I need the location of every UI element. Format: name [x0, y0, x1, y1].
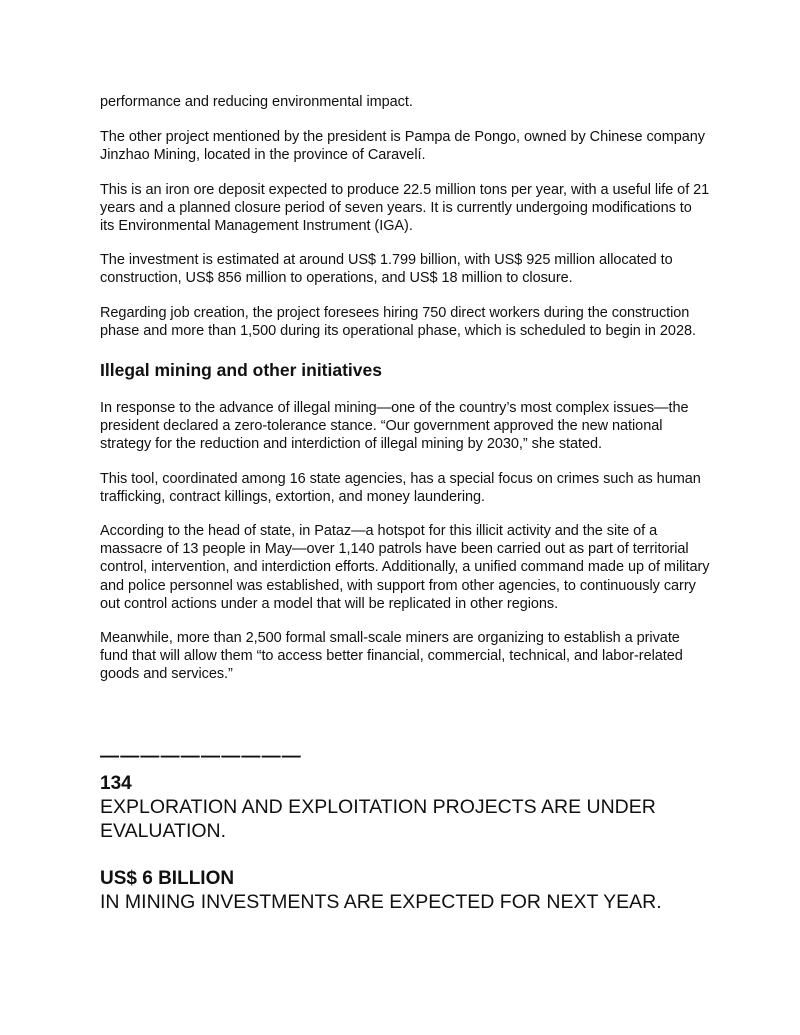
- stat-description: IN MINING INVESTMENTS ARE EXPECTED FOR NEXT YEAR.: [100, 891, 662, 913]
- stat-figure: 134: [100, 773, 132, 794]
- paragraph: Meanwhile, more than 2,500 formal small-scale miners are organizing to establish a private fund that will allow them “to access better financial, commercial, technical, and labor-related goods and services.”: [100, 630, 683, 683]
- section-heading: Illegal mining and other initiatives: [100, 360, 382, 381]
- paragraph: The investment is estimated at around US$ 1.799 billion, with US$ 925 million allocated to construction, US$ 856 million to operations, and US$ 18 million to closure.: [100, 252, 673, 287]
- stat-figure: US$ 6 BILLION: [100, 868, 235, 889]
- article-body: [100, 93, 710, 700]
- stats-box: [100, 745, 740, 939]
- paragraph: This is an iron ore deposit expected to produce 22.5 million tons per year, with a useful life of 21 years and a planned closure period of seven years. It is currently undergoing modifications to its Environmental Management Instrument (IGA).: [100, 181, 710, 235]
- paragraph: performance and reducing environmental impact.: [100, 94, 413, 110]
- paragraph: This tool, coordinated among 16 state agencies, has a special focus on crimes such as human trafficking, contract killings, extortion, and money laundering.: [100, 470, 701, 505]
- paragraph: The other project mentioned by the president is Pampa de Pongo, owned by Chinese company Jinzhao Mining, located in the province of Caravelí.: [100, 129, 705, 164]
- paragraph: In response to the advance of illegal mining—one of the country’s most complex issues—the president declared a zero-tolerance stance. “Our government approved the new national strategy for the reduction and interdiction of illegal mining by 2030,” she stated.: [100, 400, 689, 453]
- paragraph: According to the head of state, in Pataz—a hotspot for this illicit activity and the site of a massacre of 13 people in May—over 1,140 patrols have been carried out as part of territorial control, intervention, and interdiction efforts. Additionally, a unified command made up of military and police personnel was established, with support from other agencies, to continuously carry out control actions under a model that will be replicated in other regions.: [100, 523, 710, 612]
- paragraph: Regarding job creation, the project foresees hiring 750 direct workers during the construction phase and more than 1,500 during its operational phase, which is scheduled to begin in 2028.: [100, 304, 696, 339]
- stat-description: EXPLORATION AND EXPLOITATION PROJECTS ARE UNDER EVALUATION.: [100, 796, 656, 842]
- dashed-divider: ——————————: [100, 746, 302, 767]
